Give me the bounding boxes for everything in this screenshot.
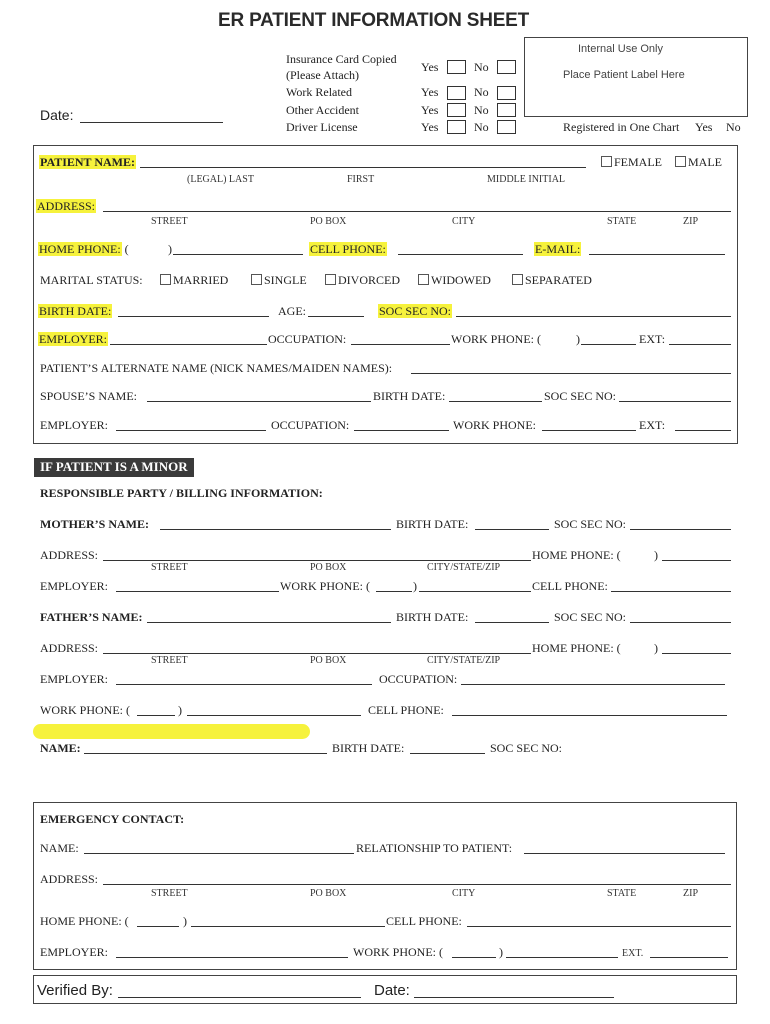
city-caption: CITY (452, 216, 476, 227)
mother-work-phone-field[interactable] (419, 591, 531, 592)
divorced-checkbox[interactable] (325, 274, 336, 285)
middle-initial-caption: MIDDLE INITIAL (487, 174, 566, 185)
mother-work-phone-label: WORK PHONE: ( (280, 579, 370, 593)
emergency-ext-label: EXT. (622, 948, 644, 959)
mother-employer-label: EMPLOYER: (40, 579, 109, 593)
other-birth-label: BIRTH DATE: (332, 741, 405, 755)
registered-no[interactable]: No (726, 120, 741, 134)
emergency-name-label: NAME: (40, 841, 79, 855)
emergency-street-caption: STREET (151, 888, 188, 899)
emergency-title: EMERGENCY CONTACT: (40, 812, 185, 826)
mother-work-paren: ) (413, 579, 417, 593)
ext-label: EXT: (639, 332, 666, 346)
father-employer-field[interactable] (116, 684, 372, 685)
father-address-label: ADDRESS: (40, 641, 99, 655)
mother-name-field[interactable] (160, 529, 391, 530)
alternate-name-label: PATIENT’S ALTERNATE NAME (NICK NAMES/MAIDEN NAMES): (40, 361, 393, 375)
mother-address-label: ADDRESS: (40, 548, 99, 562)
cell-phone-label: CELL PHONE: (310, 242, 386, 256)
cell-phone-field[interactable] (398, 254, 523, 255)
emergency-employer-field[interactable] (116, 957, 348, 958)
father-work-phone-field[interactable] (187, 715, 361, 716)
emergency-state-caption: STATE (607, 888, 637, 899)
single-option[interactable]: SINGLE (251, 273, 307, 288)
state-caption: STATE (607, 216, 637, 227)
ext-field[interactable] (669, 344, 731, 345)
other-name-field[interactable] (84, 753, 327, 754)
work-phone-label: WORK PHONE: ( (451, 332, 541, 346)
father-cell-label: CELL PHONE: (368, 703, 444, 717)
patient-name-field[interactable] (140, 167, 586, 168)
place-label-text: Place Patient Label Here (563, 69, 685, 81)
divorced-option[interactable]: DIVORCED (325, 273, 400, 288)
spouse-ext-label: EXT: (639, 418, 666, 432)
emergency-cell-label: CELL PHONE: (386, 914, 462, 928)
spouse-birth-label: BIRTH DATE: (373, 389, 446, 403)
responsible-party-heading: RESPONSIBLE PARTY / BILLING INFORMATION: (40, 486, 323, 500)
age-label: AGE: (278, 304, 306, 318)
other-birth-field[interactable] (410, 753, 485, 754)
father-address-field[interactable] (103, 653, 531, 654)
emergency-zip-caption: ZIP (683, 888, 698, 899)
verified-by-label: Verified By: (37, 982, 113, 999)
internal-use-label: Internal Use Only (578, 43, 663, 55)
street-caption: STREET (151, 216, 188, 227)
emergency-home-paren: ) (183, 914, 187, 928)
po-box-caption: PO BOX (310, 216, 347, 227)
married-checkbox[interactable] (160, 274, 171, 285)
date-label: Date: (40, 107, 74, 123)
father-home-paren: ) (654, 641, 658, 655)
work-related-no-label: No (474, 85, 489, 99)
spouse-employer-label: EMPLOYER: (40, 418, 109, 432)
spouse-work-phone-label: WORK PHONE: (453, 418, 536, 432)
other-accident-yes-label: Yes (421, 103, 439, 117)
work-related-no-checkbox[interactable] (497, 86, 516, 100)
address-field[interactable] (103, 211, 731, 212)
address-label: ADDRESS: (37, 199, 96, 213)
mother-birth-field[interactable] (475, 529, 549, 530)
alternate-name-field[interactable] (411, 373, 731, 374)
mother-soc-field[interactable] (630, 529, 731, 530)
spouse-employer-field[interactable] (116, 430, 266, 431)
insurance-no-label: No (474, 60, 489, 74)
other-accident-label: Other Accident (286, 103, 359, 117)
female-checkbox[interactable] (601, 156, 612, 167)
home-phone-label: HOME PHONE: ( (39, 242, 129, 256)
birth-date-label: BIRTH DATE: (39, 304, 112, 318)
father-home-phone-label: HOME PHONE: ( (532, 641, 621, 655)
other-accident-no-checkbox[interactable] (497, 103, 516, 117)
father-cell-field[interactable] (452, 715, 727, 716)
father-birth-label: BIRTH DATE: (396, 610, 469, 624)
father-work-phone-label: WORK PHONE: ( (40, 703, 130, 717)
emergency-employer-label: EMPLOYER: (40, 945, 109, 959)
emergency-name-field[interactable] (84, 853, 354, 854)
mother-birth-label: BIRTH DATE: (396, 517, 469, 531)
minor-banner: IF PATIENT IS A MINOR (34, 458, 194, 477)
widowed-checkbox[interactable] (418, 274, 429, 285)
separated-option[interactable]: SEPARATED (512, 273, 592, 288)
spouse-work-phone-field[interactable] (542, 430, 636, 431)
verified-by-field[interactable] (118, 997, 361, 998)
employer-label: EMPLOYER: (39, 332, 108, 346)
mother-cell-field[interactable] (611, 591, 731, 592)
age-field[interactable] (308, 316, 364, 317)
male-option[interactable]: MALE (675, 155, 722, 170)
married-option[interactable]: MARRIED (160, 273, 228, 288)
zip-caption: ZIP (683, 216, 698, 227)
father-employer-label: EMPLOYER: (40, 672, 109, 686)
legal-last-caption: (LEGAL) LAST (187, 174, 254, 185)
spouse-ext-field[interactable] (675, 430, 731, 431)
father-occupation-field[interactable] (461, 684, 725, 685)
soc-sec-field[interactable] (456, 316, 731, 317)
other-soc-label: SOC SEC NO: (490, 741, 563, 755)
page-title: ER PATIENT INFORMATION SHEET (218, 10, 530, 31)
mother-csz-caption: CITY/STATE/ZIP (427, 562, 501, 573)
registered-label: Registered in One Chart (563, 120, 680, 134)
insurance-no-checkbox[interactable] (497, 60, 516, 74)
employer-field[interactable] (110, 344, 267, 345)
father-soc-label: SOC SEC NO: (554, 610, 627, 624)
insurance-yes-label: Yes (421, 60, 439, 74)
occupation-label: OCCUPATION: (268, 332, 347, 346)
first-caption: FIRST (347, 174, 375, 185)
mother-soc-label: SOC SEC NO: (554, 517, 627, 531)
work-phone-paren: ) (576, 332, 580, 346)
registered-yes[interactable]: Yes (695, 120, 713, 134)
emergency-pobox-caption: PO BOX (310, 888, 347, 899)
emergency-city-caption: CITY (452, 888, 476, 899)
mother-cell-label: CELL PHONE: (532, 579, 608, 593)
insurance-yes-checkbox[interactable] (447, 60, 466, 74)
emergency-address-field[interactable] (103, 884, 731, 885)
email-field[interactable] (589, 254, 725, 255)
email-label: E-MAIL: (535, 242, 581, 256)
driver-license-label: Driver License (286, 120, 358, 134)
relationship-label: RELATIONSHIP TO PATIENT: (356, 841, 513, 855)
patient-label-box (524, 37, 748, 117)
mother-home-phone-label: HOME PHONE: ( (532, 548, 621, 562)
soc-sec-label: SOC SEC NO: (379, 304, 452, 318)
father-name-field[interactable] (147, 622, 391, 623)
spouse-occupation-label: OCCUPATION: (271, 418, 350, 432)
emergency-work-label: WORK PHONE: ( (353, 945, 443, 959)
mother-name-label: MOTHER’S NAME: (40, 517, 149, 531)
father-street-caption: STREET (151, 655, 188, 666)
mother-home-phone-field[interactable] (662, 560, 731, 561)
female-option[interactable]: FEMALE (601, 155, 662, 170)
spouse-occupation-field[interactable] (354, 430, 449, 431)
father-csz-caption: CITY/STATE/ZIP (427, 655, 501, 666)
father-home-phone-field[interactable] (662, 653, 731, 654)
spouse-birth-field[interactable] (449, 401, 542, 402)
occupation-field[interactable] (351, 344, 450, 345)
other-accident-no-label: No (474, 103, 489, 117)
emergency-work-paren: ) (499, 945, 503, 959)
spouse-soc-label: SOC SEC NO: (544, 389, 617, 403)
emergency-home-area-field[interactable] (137, 926, 179, 927)
date-field[interactable] (80, 122, 223, 123)
father-work-paren: ) (178, 703, 182, 717)
work-related-yes-checkbox[interactable] (447, 86, 466, 100)
driver-license-no-label: No (474, 120, 489, 134)
mother-pobox-caption: PO BOX (310, 562, 347, 573)
father-soc-field[interactable] (630, 622, 731, 623)
home-phone-field[interactable] (173, 254, 303, 255)
father-pobox-caption: PO BOX (310, 655, 347, 666)
mother-employer-field[interactable] (116, 591, 279, 592)
footer-date-label: Date: (374, 982, 410, 999)
spouse-name-field[interactable] (147, 401, 371, 402)
birth-date-field[interactable] (118, 316, 269, 317)
driver-license-yes-label: Yes (421, 120, 439, 134)
marital-status-label: MARITAL STATUS: (40, 273, 143, 287)
please-attach-label: (Please Attach) (286, 68, 359, 82)
highlighter-mark (33, 724, 310, 739)
mother-address-field[interactable] (103, 560, 531, 561)
father-occupation-label: OCCUPATION: (379, 672, 458, 686)
work-related-yes-label: Yes (421, 85, 439, 99)
work-related-label: Work Related (286, 85, 353, 99)
father-work-area-field[interactable] (137, 715, 175, 716)
patient-name-label: PATIENT NAME: (40, 155, 136, 169)
emergency-home-field[interactable] (191, 926, 385, 927)
footer-date-field[interactable] (414, 997, 614, 998)
other-accident-yes-checkbox[interactable] (447, 103, 466, 117)
spouse-soc-field[interactable] (619, 401, 731, 402)
spouse-name-label: SPOUSE’S NAME: (40, 389, 138, 403)
emergency-home-label: HOME PHONE: ( (40, 914, 129, 928)
male-checkbox[interactable] (675, 156, 686, 167)
mother-street-caption: STREET (151, 562, 188, 573)
work-phone-field[interactable] (581, 344, 636, 345)
mother-work-area-field[interactable] (376, 591, 412, 592)
widowed-option[interactable]: WIDOWED (418, 273, 491, 288)
home-phone-paren: ) (168, 242, 172, 256)
other-name-label: NAME: (40, 741, 81, 755)
father-birth-field[interactable] (475, 622, 549, 623)
emergency-address-label: ADDRESS: (40, 872, 99, 886)
driver-license-no-checkbox[interactable] (497, 120, 516, 134)
relationship-field[interactable] (524, 853, 725, 854)
separated-checkbox[interactable] (512, 274, 523, 285)
mother-home-paren: ) (654, 548, 658, 562)
single-checkbox[interactable] (251, 274, 262, 285)
emergency-work-area-field[interactable] (452, 957, 496, 958)
father-name-label: FATHER’S NAME: (40, 610, 143, 624)
emergency-work-field[interactable] (506, 957, 618, 958)
driver-license-yes-checkbox[interactable] (447, 120, 466, 134)
emergency-ext-field[interactable] (650, 957, 728, 958)
insurance-card-label: Insurance Card Copied (286, 52, 397, 66)
emergency-cell-field[interactable] (467, 926, 731, 927)
